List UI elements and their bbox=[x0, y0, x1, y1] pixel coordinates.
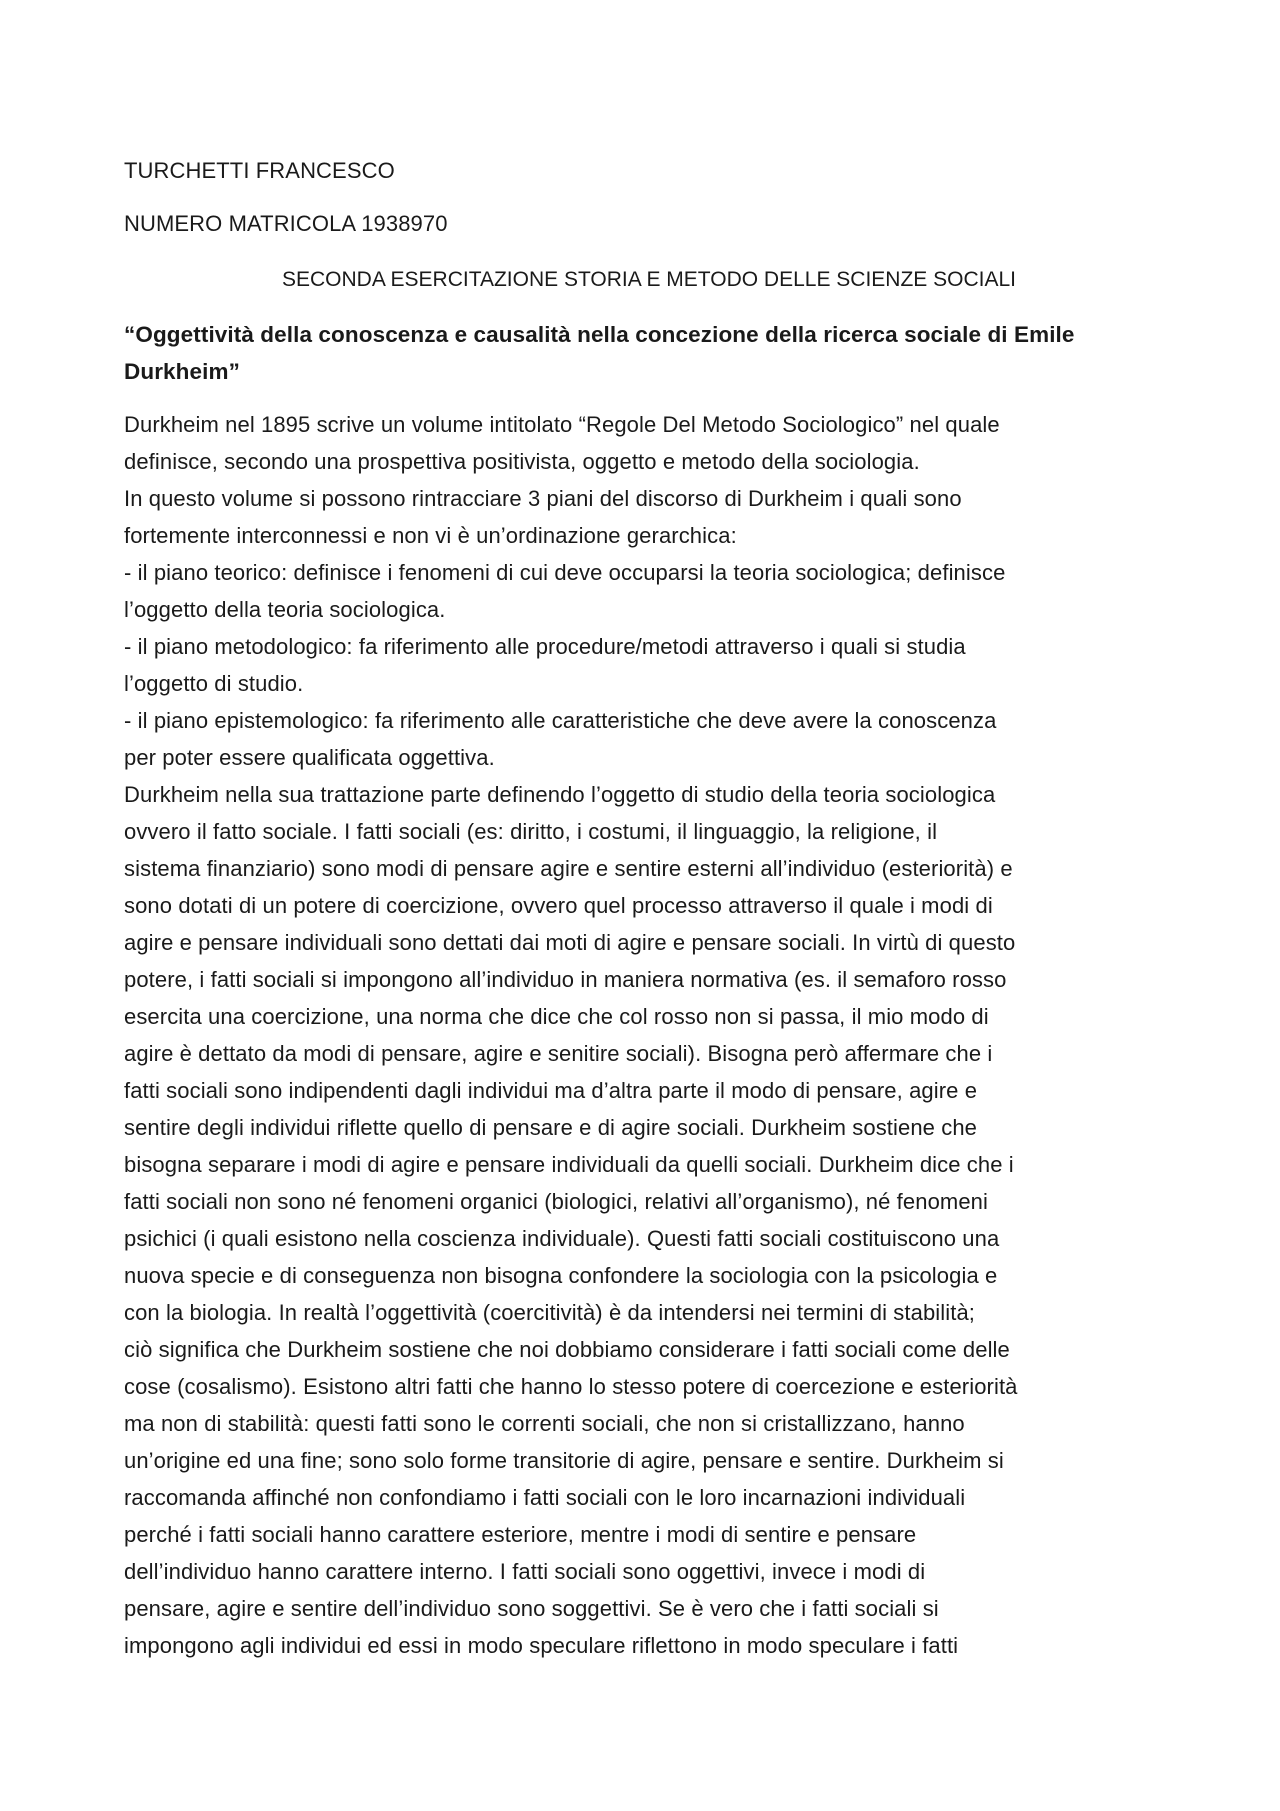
body-line: con la biologia. In realtà l’oggettività (coercitività) è da intendersi nei termini di stabilità; bbox=[124, 1300, 976, 1325]
body-line: fortemente interconnessi e non vi è un’ordinazione gerarchica: bbox=[124, 523, 737, 548]
author-name: TURCHETTI FRANCESCO bbox=[124, 158, 395, 183]
body-line: - il piano teorico: definisce i fenomeni di cui deve occuparsi la teoria sociologica; definisce bbox=[124, 560, 1006, 585]
body-line: esercita una coercizione, una norma che dice che col rosso non si passa, il mio modo di bbox=[124, 1004, 989, 1029]
body-line: sistema finanziario) sono modi di pensare agire e sentire esterni all’individuo (esteriorità) e bbox=[124, 856, 1013, 881]
body-line: fatti sociali non sono né fenomeni organici (biologici, relativi all’organismo), né fenomeni bbox=[124, 1189, 988, 1214]
matricola-number: NUMERO MATRICOLA 1938970 bbox=[124, 211, 448, 236]
essay-title-line: “Oggettività della conoscenza e causalità nella concezione della ricerca sociale di Emile bbox=[124, 322, 1075, 347]
body-line: Durkheim nel 1895 scrive un volume intitolato “Regole Del Metodo Sociologico” nel quale bbox=[124, 412, 1000, 437]
body-line: l’oggetto di studio. bbox=[124, 671, 304, 696]
body-line: cose (cosalismo). Esistono altri fatti che hanno lo stesso potere di coercezione e esteriorità bbox=[124, 1374, 1018, 1399]
body-line: dell’individuo hanno carattere interno. I fatti sociali sono oggettivi, invece i modi di bbox=[124, 1559, 926, 1584]
body-line: bisogna separare i modi di agire e pensare individuali da quelli sociali. Durkheim dice che i bbox=[124, 1152, 1014, 1177]
body-line: pensare, agire e sentire dell’individuo sono soggettivi. Se è vero che i fatti sociali si bbox=[124, 1596, 939, 1621]
body-line: impongono agli individui ed essi in modo speculare riflettono in modo speculare i fatti bbox=[124, 1633, 959, 1658]
body-line: per poter essere qualificata oggettiva. bbox=[124, 745, 495, 770]
body-line: sono dotati di un potere di coercizione, ovvero quel processo attraverso il quale i modi di bbox=[124, 893, 993, 918]
body-line: sentire degli individui riflette quello di pensare e di agire sociali. Durkheim sostiene che bbox=[124, 1115, 977, 1140]
body-line: definisce, secondo una prospettiva positivista, oggetto e metodo della sociologia. bbox=[124, 449, 920, 474]
body-line: nuova specie e di conseguenza non bisogna confondere la sociologia con la psicologia e bbox=[124, 1263, 998, 1288]
body-line: ciò significa che Durkheim sostiene che noi dobbiamo considerare i fatti sociali come delle bbox=[124, 1337, 1010, 1362]
essay-title-line: Durkheim” bbox=[124, 359, 240, 384]
body-line: ovvero il fatto sociale. I fatti sociali (es: diritto, i costumi, il linguaggio, la religione, il bbox=[124, 819, 938, 844]
body-line: In questo volume si possono rintracciare 3 piani del discorso di Durkheim i quali sono bbox=[124, 486, 962, 511]
body-line: - il piano metodologico: fa riferimento alle procedure/metodi attraverso i quali si studia bbox=[124, 634, 966, 659]
body-line: psichici (i quali esistono nella coscienza individuale). Questi fatti sociali costituiscono una bbox=[124, 1226, 1000, 1251]
body-line: - il piano epistemologico: fa riferimento alle caratteristiche che deve avere la conoscenza bbox=[124, 708, 997, 733]
body-line: l’oggetto della teoria sociologica. bbox=[124, 597, 446, 622]
body-line: ma non di stabilità: questi fatti sono le correnti sociali, che non si cristallizzano, hanno bbox=[124, 1411, 965, 1436]
body-line: fatti sociali sono indipendenti dagli individui ma d’altra parte il modo di pensare, agire e bbox=[124, 1078, 978, 1103]
body-line: perché i fatti sociali hanno carattere esteriore, mentre i modi di sentire e pensare bbox=[124, 1522, 917, 1547]
course-title: SECONDA ESERCITAZIONE STORIA E METODO DELLE SCIENZE SOCIALI bbox=[281, 268, 1016, 291]
body-line: un’origine ed una fine; sono solo forme transitorie di agire, pensare e sentire. Durkheim si bbox=[124, 1448, 1004, 1473]
body-line: agire è dettato da modi di pensare, agire e senitire sociali). Bisogna però affermare che i bbox=[124, 1041, 993, 1066]
body-line: raccomanda affinché non confondiamo i fatti sociali con le loro incarnazioni individuali bbox=[124, 1485, 966, 1510]
body-line: potere, i fatti sociali si impongono all’individuo in maniera normativa (es. il semaforo rosso bbox=[124, 967, 1007, 992]
body-line: agire e pensare individuali sono dettati dai moti di agire e pensare sociali. In virtù di questo bbox=[124, 930, 1016, 955]
body-line: Durkheim nella sua trattazione parte definendo l’oggetto di studio della teoria sociologica bbox=[124, 782, 996, 807]
